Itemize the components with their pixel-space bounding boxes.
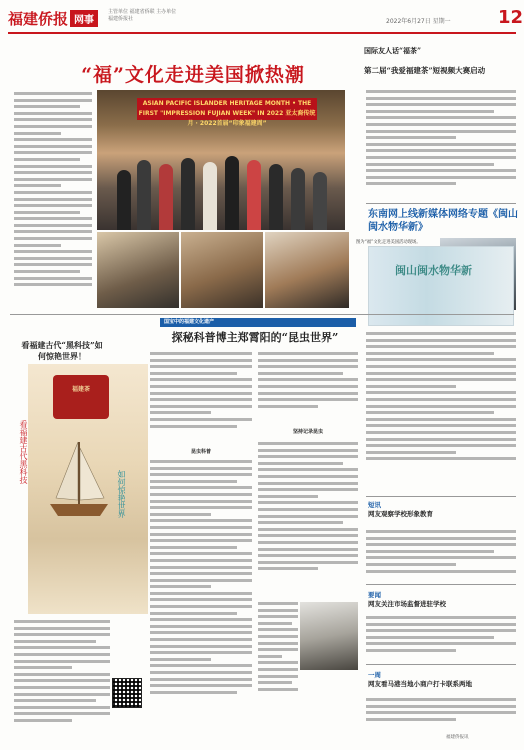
photo-person — [247, 160, 261, 230]
center-intro — [150, 352, 252, 442]
photo-person — [225, 156, 239, 230]
event-photo-small-2 — [181, 232, 263, 308]
divider — [366, 664, 516, 665]
brief-tag-1: 短讯 — [368, 501, 381, 509]
right-article-title: 第二届“我爱福建茶”短视频大赛启动 — [364, 66, 486, 75]
blue-feature-body — [366, 332, 516, 482]
divider — [366, 496, 516, 497]
brief-body-3 — [366, 698, 516, 732]
photo-person — [137, 160, 151, 230]
center-column-1 — [150, 460, 252, 730]
divider — [366, 584, 516, 585]
event-photo-small-3 — [265, 232, 349, 308]
main-event-photo — [97, 90, 345, 230]
tea-box-label: 福建茶 — [71, 386, 90, 393]
newspaper-logo: 福建侨报 — [8, 10, 69, 28]
photo-person — [117, 170, 131, 230]
photo-person — [313, 172, 327, 230]
page-header — [8, 4, 524, 34]
photo-person — [181, 158, 195, 230]
brief-headline-1: 网友观察学校形象教育 — [368, 510, 433, 518]
footer-note: 福建侨报讯 — [446, 735, 469, 740]
center-section-heading-1: 昆虫科普 — [190, 449, 211, 455]
left-lower-body — [14, 620, 110, 740]
photo-person — [159, 164, 173, 230]
right-article-body — [366, 90, 516, 200]
photo-person — [269, 164, 283, 230]
brief-tag-3: 一周 — [368, 671, 381, 679]
brief-body-2 — [366, 616, 516, 666]
brief-headline-3: 网友看马港当地小商户打卡联系两地 — [368, 680, 472, 688]
left-lower-headline: 看福建古代“黑科技”如何惊艳世界！ — [21, 340, 103, 361]
main-headline: “福”文化走进美国掀热潮 — [81, 64, 305, 86]
center-column-2-end — [258, 602, 298, 712]
blue-feature-title: 东南网上线新媒体网络专题《闽山闽水物华新》 — [368, 209, 518, 233]
event-banner: ASIAN PACIFIC ISLANDER HERITAGE MONTH • THE FIRST "IMPRESSION FUJIAN WEEK" IN 2022 亚太裔传统月 · 2022首届“印象福建周” — [138, 100, 316, 127]
brief-body-1 — [366, 530, 516, 580]
feature-banner-text: 闽山闽水物华新 — [395, 264, 472, 277]
divider — [366, 203, 516, 204]
center-headline: 探秘科普博主郑霄阳的“昆虫世界” — [171, 331, 339, 344]
photo-caption: 图为“福”文化走进美国活动现场。 — [356, 240, 421, 245]
center-column-2-bottom — [258, 442, 358, 598]
photo-person — [203, 162, 217, 230]
vertical-slogan-red: 看福建古代黑科技 — [19, 420, 28, 484]
vertical-slogan-blue: 如何惊艳世界 — [117, 470, 126, 518]
qr-code — [112, 678, 142, 708]
center-column-2-top — [258, 352, 358, 422]
tea-box-image — [53, 375, 109, 419]
header-publisher-info: 主管单位 福建省侨联 主办单位 福建侨报社 — [108, 9, 177, 22]
ship-illustration — [48, 440, 110, 522]
section-divider — [10, 314, 514, 315]
brief-headline-2: 网友关注市场监督进驻学校 — [368, 600, 446, 608]
section-tag: 网事 — [70, 10, 98, 27]
page-number: 12 — [498, 7, 524, 28]
right-article-kicker: 国际友人话“福茶” — [364, 46, 422, 55]
blogger-photo — [300, 602, 358, 670]
header-date: 2022年6月27日 星期一 — [386, 18, 451, 25]
event-photo-small-1 — [97, 232, 179, 308]
brief-tag-2: 要闻 — [368, 591, 381, 599]
photo-person — [291, 168, 305, 230]
main-article-left-column — [14, 92, 92, 310]
center-section-tag: 国宝中的福建文化遗产 — [160, 318, 356, 327]
center-section-heading-2: 坚持记录昆虫 — [292, 429, 323, 435]
